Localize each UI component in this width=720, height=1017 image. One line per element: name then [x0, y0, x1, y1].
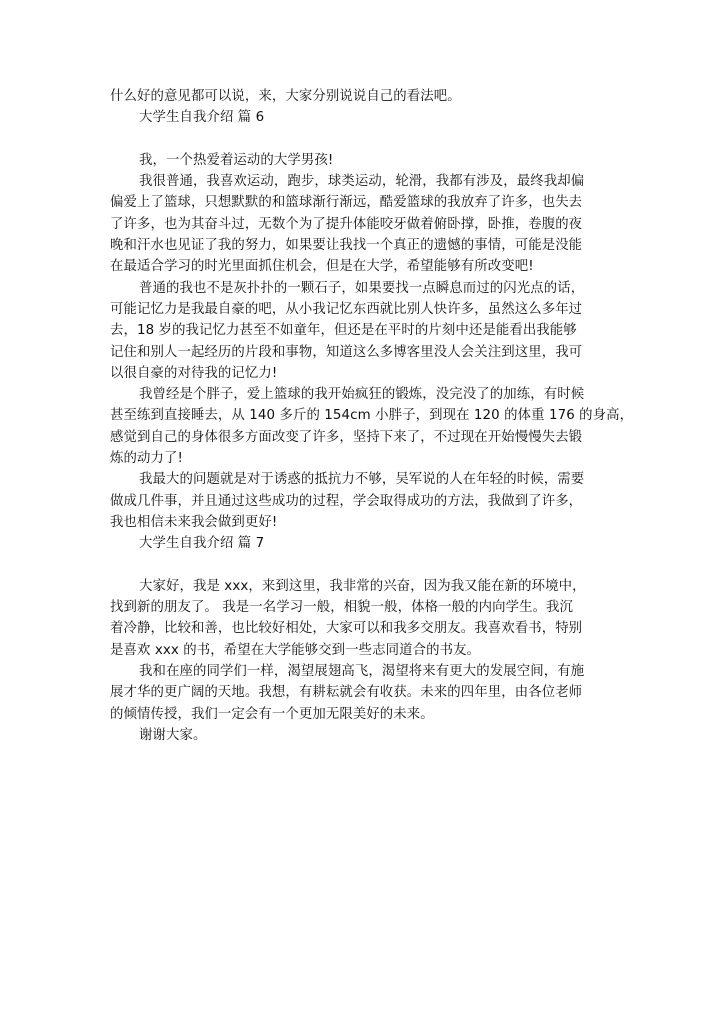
section-7-heading: 大学生自我介绍 篇 7 — [139, 536, 265, 552]
section-6-paragraph-3 — [110, 278, 610, 384]
intro-line: 什么好的意见都可以说，来，大家分别说说自己的看法吧。 — [110, 89, 461, 104]
section-6-heading: 大学生自我介绍 篇 6 — [139, 110, 265, 126]
section-6-paragraph-5 — [110, 469, 610, 533]
text-line: 记住和别人一起经历的片段和事物，知道这么多博客里没人会关注到这里，我可 — [110, 344, 583, 360]
text-line: 可能记忆力是我最自豪的吧，从小我记忆东西就比别人快许多，虽然这么多年过 — [110, 301, 583, 317]
text-line: 我曾经是个胖子，爱上篮球的我开始疯狂的锻炼，没完没了的加练，有时候 — [139, 387, 585, 403]
text-line: 我最大的问题就是对于诱惑的抵抗力不够，吴军说的人在年轻的时候，需要 — [139, 472, 585, 488]
text-line: 我和在座的同学们一样，渴望展翅高飞，渴望将来有更大的发展空间，有施 — [139, 664, 585, 680]
text-line: 找到新的朋友了。 我是一名学习一般，相貌一般，体格一般的内向学生。我沉 — [110, 600, 574, 616]
section-6-paragraph-1 — [110, 150, 610, 171]
text-line: 做成几件事，并且通过这些成功的过程，学会取得成功的方法，我做到了许多， — [110, 493, 583, 509]
text-line: 了许多，也为其奋斗过，无数个为了提升体能咬牙做着俯卧撑，卧推，卷腹的夜 — [110, 216, 583, 232]
section-6-paragraph-2 — [110, 171, 610, 277]
text-line: 我也相信未来我会做到更好! — [110, 514, 278, 530]
section-6-paragraph-4 — [110, 384, 634, 469]
text-line: 偏爱上了篮球，只想默默的和篮球渐行渐远，酷爱篮球的我放弃了许多，也失去 — [110, 195, 583, 211]
spacer — [110, 129, 610, 150]
text-line: 着冷静，比较和善，也比较好相处，大家可以和我多交朋友。我喜欢看书，特别 — [110, 621, 583, 637]
text-line: 感觉到自己的身体很多方面改变了许多，坚持下来了，不过现在开始慢慢失去锻 — [110, 429, 583, 445]
text-line: 甚至练到直接睡去，从 140 多斤的 154cm 小胖子，到现在 120 的体重 176 的身高， — [110, 408, 634, 424]
text-line: 展才华的更广阔的天地。我想，有耕耘就会有收获。未来的四年里，由各位老师 — [110, 685, 583, 701]
text-line: 大家好，我是 xxx，来到这里，我非常的兴奋，因为我又能在新的环境中， — [139, 578, 586, 594]
section-7-paragraph-1 — [110, 576, 610, 661]
section-7-paragraph-3 — [110, 725, 610, 746]
text-line: 谢谢大家。 — [139, 727, 207, 743]
text-line: 炼的动力了! — [110, 451, 183, 467]
section-7-paragraph-2 — [110, 661, 610, 725]
text-line: 我，一个热爱着运动的大学男孩! — [139, 152, 334, 168]
text-line: 以很自豪的对待我的记忆力! — [110, 365, 278, 381]
spacer — [110, 555, 610, 576]
text-line: 晚和汗水也见证了我的努力，如果要让我找一个真正的遗憾的事情，可能是没能 — [110, 238, 583, 254]
text-line: 是喜欢 xxx 的书，希望在大学能够交到一些志同道合的书友。 — [110, 642, 481, 658]
text-line: 我很普通，我喜欢运动，跑步，球类运动，轮滑，我都有涉及，最终我却偏 — [139, 174, 585, 190]
text-line: 在最适合学习的时光里面抓住机会，但是在大学，希望能够有所改变吧! — [110, 259, 534, 275]
text-line: 普通的我也不是灰扑扑的一颗石子，如果要找一点瞬息而过的闪光点的话， — [139, 280, 585, 296]
text-line: 的倾情传授，我们一定会有一个更加无限美好的未来。 — [110, 706, 434, 722]
text-line: 去，18 岁的我记忆力甚至不如童年，但还是在平时的片刻中还是能看出我能够 — [110, 323, 577, 339]
document-body — [110, 86, 634, 746]
